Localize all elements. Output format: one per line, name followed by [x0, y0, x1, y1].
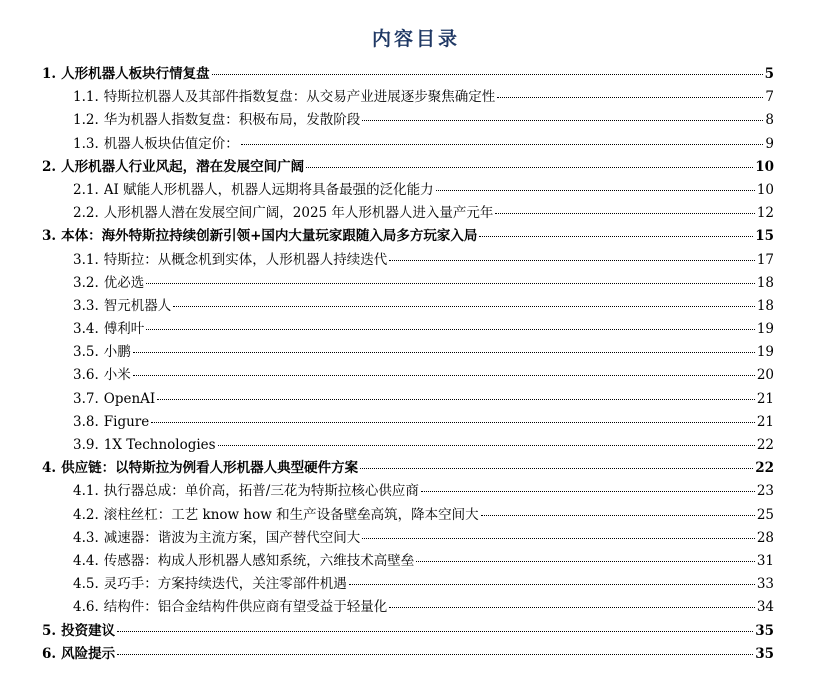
dot-leader — [436, 190, 755, 191]
toc-chapter-entry[interactable] — [42, 457, 774, 480]
dot-leader — [133, 352, 755, 353]
dot-leader — [421, 491, 755, 492]
toc-entry-title: 特斯拉机器人及其部件指数复盘：从交易产业进展逐步聚焦确定性 — [103, 89, 496, 106]
toc-entry-number: 4.5. — [73, 576, 99, 593]
dot-leader — [146, 283, 755, 284]
table-of-contents — [42, 63, 774, 666]
toc-entry-page-number: 33 — [756, 576, 774, 593]
dot-leader — [479, 236, 753, 237]
toc-entry-number: 1.2. — [73, 112, 99, 129]
toc-section-entry[interactable] — [42, 295, 774, 318]
dot-leader — [117, 631, 753, 632]
toc-entry-page-number: 22 — [756, 437, 774, 453]
dot-leader — [481, 515, 755, 516]
toc-entry-title: 传感器：构成人形机器人感知系统，六维技术高壁垒 — [103, 552, 415, 569]
toc-entry-number: 1. — [42, 66, 57, 82]
toc-chapter-entry[interactable] — [42, 225, 774, 248]
toc-chapter-entry[interactable] — [42, 63, 774, 86]
toc-entry-number: 3.5. — [73, 344, 99, 361]
toc-entry-page-number: 19 — [756, 321, 774, 338]
toc-section-entry[interactable] — [42, 86, 774, 109]
toc-entry-title: 人形机器人潜在发展空间广阔，2025 年人形机器人进入量产元年 — [103, 205, 494, 222]
toc-entry-title: Figure — [103, 413, 150, 430]
toc-section-entry[interactable] — [42, 179, 774, 202]
toc-entry-number: 3.4. — [73, 321, 99, 338]
toc-section-entry[interactable] — [42, 596, 774, 619]
toc-entry-title: 供应链：以特斯拉为例看人形机器人典型硬件方案 — [61, 460, 359, 477]
toc-entry-title: 智元机器人 — [103, 297, 172, 314]
toc-section-entry[interactable] — [42, 411, 774, 434]
dot-leader — [416, 561, 755, 562]
dot-leader — [133, 375, 755, 376]
toc-section-entry[interactable] — [42, 133, 774, 156]
dot-leader — [212, 74, 763, 75]
toc-entry-page-number: 7 — [765, 89, 774, 106]
toc-entry-number: 3.3. — [73, 297, 99, 314]
toc-entry-title: 机器人板块估值定价： — [103, 135, 239, 152]
toc-entry-page-number: 12 — [756, 205, 774, 222]
toc-section-entry[interactable] — [42, 202, 774, 225]
toc-entry-title: 人形机器人板块行情复盘 — [61, 66, 210, 82]
toc-entry-title: OpenAI — [103, 390, 156, 407]
toc-section-entry[interactable] — [42, 573, 774, 596]
toc-entry-page-number: 8 — [765, 112, 774, 129]
toc-entry-title: 投资建议 — [61, 622, 116, 639]
toc-entry-page-number: 25 — [756, 506, 774, 523]
toc-entry-page-number: 35 — [755, 622, 774, 639]
toc-entry-number: 3.6. — [73, 367, 99, 384]
toc-chapter-entry[interactable] — [42, 156, 774, 179]
toc-entry-number: 4.1. — [73, 483, 99, 500]
toc-entry-title: 小鹏 — [103, 344, 131, 361]
dot-leader — [218, 445, 755, 446]
dot-leader — [151, 422, 755, 423]
toc-entry-number: 3. — [42, 228, 57, 245]
toc-entry-title: 优必选 — [103, 274, 145, 291]
dot-leader — [173, 306, 755, 307]
toc-section-entry[interactable] — [42, 480, 774, 503]
toc-entry-page-number: 10 — [756, 181, 774, 198]
toc-entry-page-number: 20 — [756, 367, 774, 384]
toc-entry-number: 4.6. — [73, 599, 99, 616]
toc-section-entry[interactable] — [42, 434, 774, 457]
toc-entry-page-number: 21 — [756, 413, 774, 430]
toc-entry-title: 本体：海外特斯拉持续创新引领+国内大量玩家跟随入局多方玩家入局 — [61, 228, 478, 245]
toc-entry-title: 滚柱丝杠：工艺 know how 和生产设备壁垒高筑，降本空间大 — [103, 506, 479, 523]
toc-entry-page-number: 18 — [756, 274, 774, 291]
toc-entry-number: 3.9. — [73, 437, 99, 453]
dot-leader — [362, 538, 755, 539]
toc-entry-title: 减速器：谐波为主流方案，国产替代空间大 — [103, 529, 361, 546]
toc-entry-page-number: 31 — [756, 552, 774, 569]
toc-section-entry[interactable] — [42, 249, 774, 272]
toc-entry-number: 2. — [42, 158, 57, 175]
toc-section-entry[interactable] — [42, 527, 774, 550]
toc-entry-number: 1.3. — [73, 135, 99, 152]
dot-leader — [117, 654, 753, 655]
toc-section-entry[interactable] — [42, 550, 774, 573]
toc-section-entry[interactable] — [42, 388, 774, 411]
toc-entry-title: 特斯拉：从概念机到实体，人形机器人持续迭代 — [103, 251, 388, 268]
toc-chapter-entry[interactable] — [42, 643, 774, 666]
toc-entry-page-number: 10 — [755, 158, 774, 175]
toc-entry-page-number: 19 — [756, 344, 774, 361]
toc-section-entry[interactable] — [42, 109, 774, 132]
toc-entry-title: 执行器总成：单价高，拓普/三花为特斯拉核心供应商 — [103, 483, 419, 500]
toc-entry-page-number: 15 — [755, 228, 774, 245]
dot-leader — [349, 584, 755, 585]
page-title: 内容目录 — [371, 28, 460, 50]
toc-entry-title: AI 赋能人形机器人，机器人远期将具备最强的泛化能力 — [103, 181, 434, 198]
dot-leader — [495, 213, 754, 214]
toc-section-entry[interactable] — [42, 318, 774, 341]
toc-entry-page-number: 21 — [756, 390, 774, 407]
dot-leader — [241, 144, 764, 145]
toc-section-entry[interactable] — [42, 272, 774, 295]
toc-entry-number: 6. — [42, 645, 57, 662]
toc-entry-page-number: 28 — [756, 529, 774, 546]
toc-entry-page-number: 35 — [755, 645, 774, 662]
toc-chapter-entry[interactable] — [42, 620, 774, 643]
toc-entry-title: 结构件：铝合金结构件供应商有望受益于轻量化 — [103, 599, 388, 616]
dot-leader — [146, 329, 755, 330]
toc-entry-title: 傅利叶 — [103, 321, 145, 338]
dot-leader — [157, 399, 755, 400]
toc-entry-page-number: 17 — [756, 251, 774, 268]
toc-entry-number: 3.8. — [73, 413, 99, 430]
toc-entry-page-number: 5 — [764, 66, 774, 82]
toc-entry-page-number: 9 — [765, 135, 774, 152]
toc-entry-number: 5. — [42, 622, 57, 639]
toc-entry-number: 4.3. — [73, 529, 99, 546]
dot-leader — [389, 260, 755, 261]
toc-entry-number: 3.2. — [73, 274, 99, 291]
toc-section-entry[interactable] — [42, 341, 774, 364]
toc-section-entry[interactable] — [42, 364, 774, 387]
dot-leader — [306, 167, 753, 168]
toc-entry-page-number: 34 — [756, 599, 774, 616]
toc-entry-page-number: 23 — [756, 483, 774, 500]
toc-entry-title: 小米 — [103, 367, 131, 384]
toc-entry-number: 4.2. — [73, 506, 99, 523]
toc-entry-number: 3.7. — [73, 390, 99, 407]
toc-entry-number: 3.1. — [73, 251, 99, 268]
dot-leader — [389, 607, 755, 608]
toc-entry-page-number: 18 — [756, 297, 774, 314]
dot-leader — [497, 97, 763, 98]
toc-section-entry[interactable] — [42, 504, 774, 527]
dot-leader — [360, 468, 753, 469]
toc-entry-title: 灵巧手：方案持续迭代，关注零部件机遇 — [103, 576, 347, 593]
toc-entry-number: 4. — [42, 460, 57, 477]
toc-entry-title: 1X Technologies — [103, 437, 216, 453]
toc-entry-title: 风险提示 — [61, 645, 116, 662]
toc-entry-number: 2.1. — [73, 181, 99, 198]
toc-entry-number: 1.1. — [73, 89, 99, 106]
toc-entry-number: 4.4. — [73, 552, 99, 569]
toc-entry-title: 人形机器人行业风起，潜在发展空间广阔 — [61, 158, 305, 175]
toc-entry-number: 2.2. — [73, 205, 99, 222]
toc-entry-title: 华为机器人指数复盘：积极布局，发散阶段 — [103, 112, 361, 129]
dot-leader — [362, 120, 763, 121]
toc-entry-page-number: 22 — [755, 460, 774, 477]
